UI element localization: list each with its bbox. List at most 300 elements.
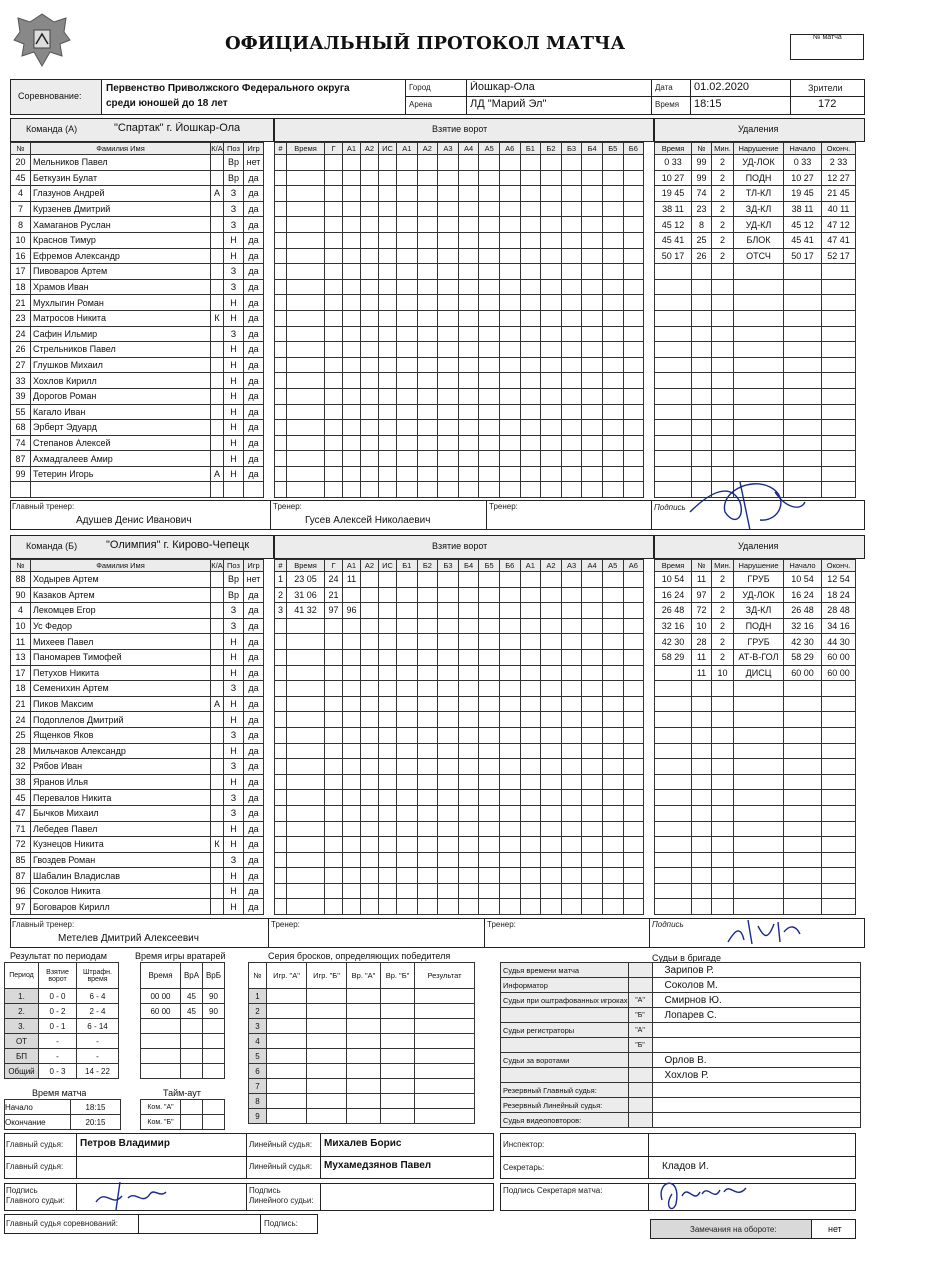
player-row [11, 466, 264, 482]
goal-slot-header: А2 [417, 143, 438, 155]
player-captain [211, 232, 224, 248]
official-row [501, 1113, 861, 1128]
goal-slot-header: А1 [397, 143, 418, 155]
goal-slot-header: Б4 [582, 143, 603, 155]
player-played: да [244, 326, 264, 342]
penalty-row [655, 837, 856, 853]
goal-scorer [325, 482, 343, 498]
penalty-minutes: 2 [712, 587, 734, 603]
goal-scorer [325, 649, 343, 665]
penalty-time [655, 310, 692, 326]
player-position: Н [224, 883, 244, 899]
goal-time [287, 264, 325, 280]
player-played: да [244, 712, 264, 728]
penalty-end: 52 17 [822, 248, 856, 264]
goal-scorer [325, 451, 343, 467]
secretary-label: Секретарь: [503, 1163, 545, 1172]
penalty-row [655, 170, 856, 186]
goal-assist2 [361, 310, 379, 326]
player-position: Н [224, 357, 244, 373]
goal-row [275, 743, 644, 759]
player-captain: А [211, 466, 224, 482]
goal-row [275, 572, 644, 588]
player-name: Мельников Павел [31, 155, 211, 171]
goalie-time: 60 00 [141, 1004, 181, 1019]
goalie-row [141, 1019, 225, 1034]
goal-time [287, 373, 325, 389]
penalty-minutes: 2 [712, 170, 734, 186]
penalty-time [655, 279, 692, 295]
player-number: 23 [11, 310, 31, 326]
penalty-start [784, 435, 822, 451]
player-captain [211, 899, 224, 915]
penalty-row [655, 232, 856, 248]
penalty-minutes: 2 [712, 186, 734, 202]
goal-row [275, 279, 644, 295]
goal-number [275, 681, 287, 697]
goal-scorer [325, 388, 343, 404]
goal-number [275, 186, 287, 202]
period-row [5, 989, 119, 1004]
penalty-player [692, 295, 712, 311]
penalty-player [692, 357, 712, 373]
penalty-end [822, 451, 856, 467]
penalty-time [655, 435, 692, 451]
official-label: Информатор [501, 978, 629, 993]
penalty-end [822, 404, 856, 420]
goal-assist1 [343, 899, 361, 915]
player-position: Н [224, 342, 244, 358]
penalty-start: 26 48 [784, 603, 822, 619]
player-position: З [224, 759, 244, 775]
goal-slot-header: Б5 [479, 560, 500, 572]
penalty-player [692, 727, 712, 743]
team-b-goals-title: Взятие ворот [432, 541, 488, 551]
team-a-penalties-title: Удаления [738, 124, 779, 134]
penalty-violation [734, 342, 784, 358]
penalty-start [784, 696, 822, 712]
penalty-time [655, 295, 692, 311]
official-name: Соколов М. [652, 978, 860, 993]
penalty-end: 60 00 [822, 665, 856, 681]
goal-row [275, 852, 644, 868]
player-row [11, 696, 264, 712]
goal-scorer [325, 618, 343, 634]
penalty-violation: УД-КЛ [734, 217, 784, 233]
player-number: 74 [11, 435, 31, 451]
player-position: Н [224, 248, 244, 264]
penalty-minutes: 2 [712, 217, 734, 233]
player-captain [211, 248, 224, 264]
goal-assist1 [343, 155, 361, 171]
penalty-row [655, 342, 856, 358]
player-position: З [224, 217, 244, 233]
period-row [5, 1034, 119, 1049]
team-a-penalties: Время № Мин. Нарушение Начало Оконч. 0 33 99 2 УД-ЛОК 0 33 2 33 10 27 99 2 ПОДН 10 27 12 27 19 45 74 2 ТЛ-КЛ 19 45 21 45 38 11 23 2 ЗД-КЛ 38 11 40 11 45 12 8 2 УД-КЛ 45 12 47 12 45 41 25 2 БЛОК 45 41 47 41 50 17 26 2 ОТСЧ 50 17 52 17 [654, 142, 856, 498]
player-captain [211, 357, 224, 373]
shootout-num: 2 [249, 1004, 267, 1019]
player-name: Тетерин Игорь [31, 466, 211, 482]
penalty-time [655, 696, 692, 712]
player-position: Н [224, 868, 244, 884]
penalty-end [822, 712, 856, 728]
penalty-start [784, 357, 822, 373]
goal-col-header: Время [287, 560, 325, 572]
player-row [11, 774, 264, 790]
goal-scorer [325, 295, 343, 311]
goal-col-header: Г [325, 143, 343, 155]
player-position: Н [224, 466, 244, 482]
time-label: Время [655, 100, 680, 109]
goal-scorer [325, 665, 343, 681]
period-row [5, 1064, 119, 1079]
penalty-time [655, 264, 692, 280]
penalty-start [784, 295, 822, 311]
period-name: БП [5, 1049, 39, 1064]
player-played: да [244, 603, 264, 619]
goal-time [287, 342, 325, 358]
timeout-table: Ком. "А" Ком. "Б" [140, 1099, 225, 1130]
player-captain [211, 326, 224, 342]
page-title: ОФИЦИАЛЬНЫЙ ПРОТОКОЛ МАТЧА [225, 33, 626, 54]
goal-number [275, 310, 287, 326]
penalty-row [655, 852, 856, 868]
goal-time [287, 155, 325, 171]
goal-assist1 [343, 326, 361, 342]
penalty-player [692, 310, 712, 326]
goal-row [275, 603, 644, 619]
penalty-minutes [712, 852, 734, 868]
goal-assist1: 96 [343, 603, 361, 619]
player-position: З [224, 681, 244, 697]
goal-assist1 [343, 404, 361, 420]
penalty-start [784, 451, 822, 467]
penalty-row [655, 649, 856, 665]
penalty-end [822, 388, 856, 404]
line-ref-2: Мухамедзянов Павел [324, 1160, 432, 1171]
goal-assist1 [343, 264, 361, 280]
penalty-time: 19 45 [655, 186, 692, 202]
goal-assist1 [343, 681, 361, 697]
penalty-time [655, 357, 692, 373]
team-a-head-coach: Адушев Денис Иванович [76, 515, 192, 526]
goal-col-header: А1 [343, 143, 361, 155]
official-name: Лопарев С. [652, 1008, 860, 1023]
player-number: 88 [11, 572, 31, 588]
player-position: З [224, 186, 244, 202]
team-a-label: Команда (А) [26, 124, 78, 134]
player-row [11, 170, 264, 186]
goal-assist2 [361, 482, 379, 498]
player-captain [211, 790, 224, 806]
player-played: да [244, 342, 264, 358]
goal-time [287, 696, 325, 712]
goal-time [287, 759, 325, 775]
player-position: Н [224, 899, 244, 915]
goal-time [287, 310, 325, 326]
penalty-row [655, 279, 856, 295]
player-name: Эрберт Эдуард [31, 420, 211, 436]
player-captain [211, 712, 224, 728]
penalty-minutes [712, 743, 734, 759]
penalty-end [822, 883, 856, 899]
goal-time [287, 805, 325, 821]
goal-row [275, 618, 644, 634]
official-name: Зарипов Р. [652, 963, 860, 978]
goal-row [275, 837, 644, 853]
goal-time [287, 451, 325, 467]
player-played: да [244, 727, 264, 743]
penalty-row [655, 388, 856, 404]
player-row [11, 451, 264, 467]
goalie-time: 00 00 [141, 989, 181, 1004]
official-label: Судья времени матча [501, 963, 629, 978]
goal-scorer [325, 170, 343, 186]
goal-assist1 [343, 201, 361, 217]
period-goals: 0 - 3 [39, 1064, 77, 1079]
goal-assist2 [361, 201, 379, 217]
penalty-time [655, 805, 692, 821]
goal-number [275, 404, 287, 420]
player-captain [211, 634, 224, 650]
penalty-end: 34 16 [822, 618, 856, 634]
goal-assist1 [343, 805, 361, 821]
goal-time [287, 727, 325, 743]
goal-slot-header: А5 [479, 143, 500, 155]
player-number: 87 [11, 868, 31, 884]
goal-scorer [325, 342, 343, 358]
goal-scorer [325, 727, 343, 743]
goal-number [275, 420, 287, 436]
penalty-player [692, 420, 712, 436]
goal-row [275, 805, 644, 821]
player-row [11, 420, 264, 436]
penalty-time [655, 712, 692, 728]
goal-assist2 [361, 883, 379, 899]
penalty-time [655, 852, 692, 868]
shootout-num: 3 [249, 1019, 267, 1034]
team-a-coach-label: Тренер: [273, 502, 302, 511]
goal-assist2 [361, 899, 379, 915]
player-captain [211, 342, 224, 358]
penalty-start [784, 326, 822, 342]
official-tag: "Б" [628, 1038, 652, 1053]
player-row [11, 217, 264, 233]
player-played: да [244, 232, 264, 248]
col-ka: К/А [211, 144, 223, 153]
penalty-minutes [712, 696, 734, 712]
penalty-end [822, 342, 856, 358]
penalty-end [822, 727, 856, 743]
period-pim: 2 - 4 [77, 1004, 119, 1019]
penalty-row [655, 805, 856, 821]
player-row [11, 681, 264, 697]
goalies-table: Время ВрА ВрБ 00 00 45 90 60 00 45 90 [140, 962, 225, 1079]
penalty-violation [734, 357, 784, 373]
penalty-time: 32 16 [655, 618, 692, 634]
goal-time [287, 248, 325, 264]
periods-table: Период Взятие ворот Штрафн. время 1. 0 - 0 6 - 4 2. 0 - 2 2 - 4 3. 0 - 1 6 - 14 ОТ - - БП - - Общий 0 - 3 14 - 22 [4, 962, 119, 1079]
goal-time [287, 404, 325, 420]
penalty-time [655, 451, 692, 467]
official-tag: "А" [628, 1023, 652, 1038]
goal-time [287, 868, 325, 884]
shootout-col-header: Игр. "Б" [307, 963, 347, 989]
player-number: 25 [11, 727, 31, 743]
player-number: 38 [11, 774, 31, 790]
team-b-goals-grid [274, 559, 644, 915]
player-played: да [244, 170, 264, 186]
player-row [11, 837, 264, 853]
penalty-violation [734, 326, 784, 342]
player-number: 85 [11, 852, 31, 868]
goal-assist1 [343, 420, 361, 436]
match-number-label: № матча [813, 34, 842, 41]
goal-number: 2 [275, 587, 287, 603]
player-name: Шабалин Владислав [31, 868, 211, 884]
penalty-row [655, 404, 856, 420]
player-name: Сафин Ильмир [31, 326, 211, 342]
period-row [5, 1049, 119, 1064]
penalty-end [822, 482, 856, 498]
goal-time [287, 186, 325, 202]
player-played: да [244, 665, 264, 681]
goal-col-header: ИС [379, 143, 397, 155]
penalty-minutes [712, 681, 734, 697]
goal-time [287, 712, 325, 728]
player-number: 10 [11, 232, 31, 248]
official-row [501, 978, 861, 993]
goal-row [275, 170, 644, 186]
match-time-title: Время матча [32, 1088, 87, 1098]
goal-assist1 [343, 634, 361, 650]
penalty-player: 26 [692, 248, 712, 264]
city-label: Город [409, 83, 431, 92]
shootout-col-header: Вр. "А" [347, 963, 381, 989]
official-name [652, 1098, 860, 1113]
penalty-row [655, 665, 856, 681]
penalty-start: 0 33 [784, 155, 822, 171]
shootout-row [249, 1004, 475, 1019]
penalty-player [692, 264, 712, 280]
goal-number [275, 649, 287, 665]
player-captain [211, 727, 224, 743]
goal-assist2 [361, 373, 379, 389]
penalty-minutes [712, 420, 734, 436]
penalty-time [655, 665, 692, 681]
officials-title: Судьи в бригаде [652, 953, 721, 963]
penalty-player: 8 [692, 217, 712, 233]
player-name: Ященков Яков [31, 727, 211, 743]
goal-number [275, 155, 287, 171]
penalty-end [822, 868, 856, 884]
goal-assist1 [343, 451, 361, 467]
goal-assist1 [343, 466, 361, 482]
official-row [501, 1053, 861, 1068]
player-position: Н [224, 712, 244, 728]
player-row [11, 899, 264, 915]
col-name: Фамилия Имя [31, 143, 211, 155]
goalie-b [203, 1064, 225, 1079]
penalty-time: 58 29 [655, 649, 692, 665]
penalty-start [784, 373, 822, 389]
penalty-row [655, 264, 856, 280]
penalty-minutes: 2 [712, 572, 734, 588]
player-number: 21 [11, 696, 31, 712]
player-captain [211, 295, 224, 311]
player-number: 13 [11, 649, 31, 665]
penalty-minutes [712, 404, 734, 420]
penalty-minutes [712, 279, 734, 295]
player-name: Пивоваров Артем [31, 264, 211, 280]
goal-number [275, 805, 287, 821]
penalty-violation: АТ-В-ГОЛ [734, 649, 784, 665]
goalie-row [141, 1049, 225, 1064]
penalty-row [655, 618, 856, 634]
goal-assist1 [343, 665, 361, 681]
penalty-minutes [712, 883, 734, 899]
period-goals: 0 - 2 [39, 1004, 77, 1019]
penalty-violation [734, 435, 784, 451]
player-number: 32 [11, 759, 31, 775]
goal-assist1 [343, 248, 361, 264]
goal-assist1 [343, 310, 361, 326]
goal-time [287, 899, 325, 915]
goal-assist1 [343, 170, 361, 186]
penalty-start [784, 868, 822, 884]
goal-slot-header: Б3 [438, 560, 459, 572]
player-row [11, 712, 264, 728]
goal-slot-header: Б3 [561, 143, 582, 155]
penalty-violation [734, 279, 784, 295]
player-played: да [244, 899, 264, 915]
penalty-violation: УД-ЛОК [734, 587, 784, 603]
player-name: Михеев Павел [31, 634, 211, 650]
period-name: 2. [5, 1004, 39, 1019]
empty-row [11, 482, 264, 498]
official-label: Судьи при оштрафованных игроках [501, 993, 629, 1008]
official-name [652, 1083, 860, 1098]
time-value: 18:15 [694, 98, 722, 110]
player-played: да [244, 186, 264, 202]
goal-assist1 [343, 727, 361, 743]
penalty-row [655, 790, 856, 806]
penalty-violation [734, 295, 784, 311]
goal-assist2 [361, 603, 379, 619]
goal-assist1 [343, 388, 361, 404]
goal-assist2 [361, 790, 379, 806]
penalty-row [655, 883, 856, 899]
goal-time [287, 357, 325, 373]
penalty-time [655, 388, 692, 404]
goal-number [275, 342, 287, 358]
official-name: Хохлов Р. [652, 1068, 860, 1083]
player-name: Матросов Никита [31, 310, 211, 326]
goal-scorer [325, 883, 343, 899]
goal-assist2 [361, 681, 379, 697]
penalty-time: 10 27 [655, 170, 692, 186]
player-played: да [244, 248, 264, 264]
penalty-end [822, 837, 856, 853]
player-played: да [244, 618, 264, 634]
player-number: 18 [11, 681, 31, 697]
goal-time [287, 821, 325, 837]
match-time-table: Начало 18:15 Окончание 20:15 [4, 1099, 121, 1130]
goal-number [275, 743, 287, 759]
official-label [501, 1008, 629, 1023]
penalty-violation: ПОДН [734, 170, 784, 186]
city-value: Йошкар-Ола [470, 81, 535, 93]
